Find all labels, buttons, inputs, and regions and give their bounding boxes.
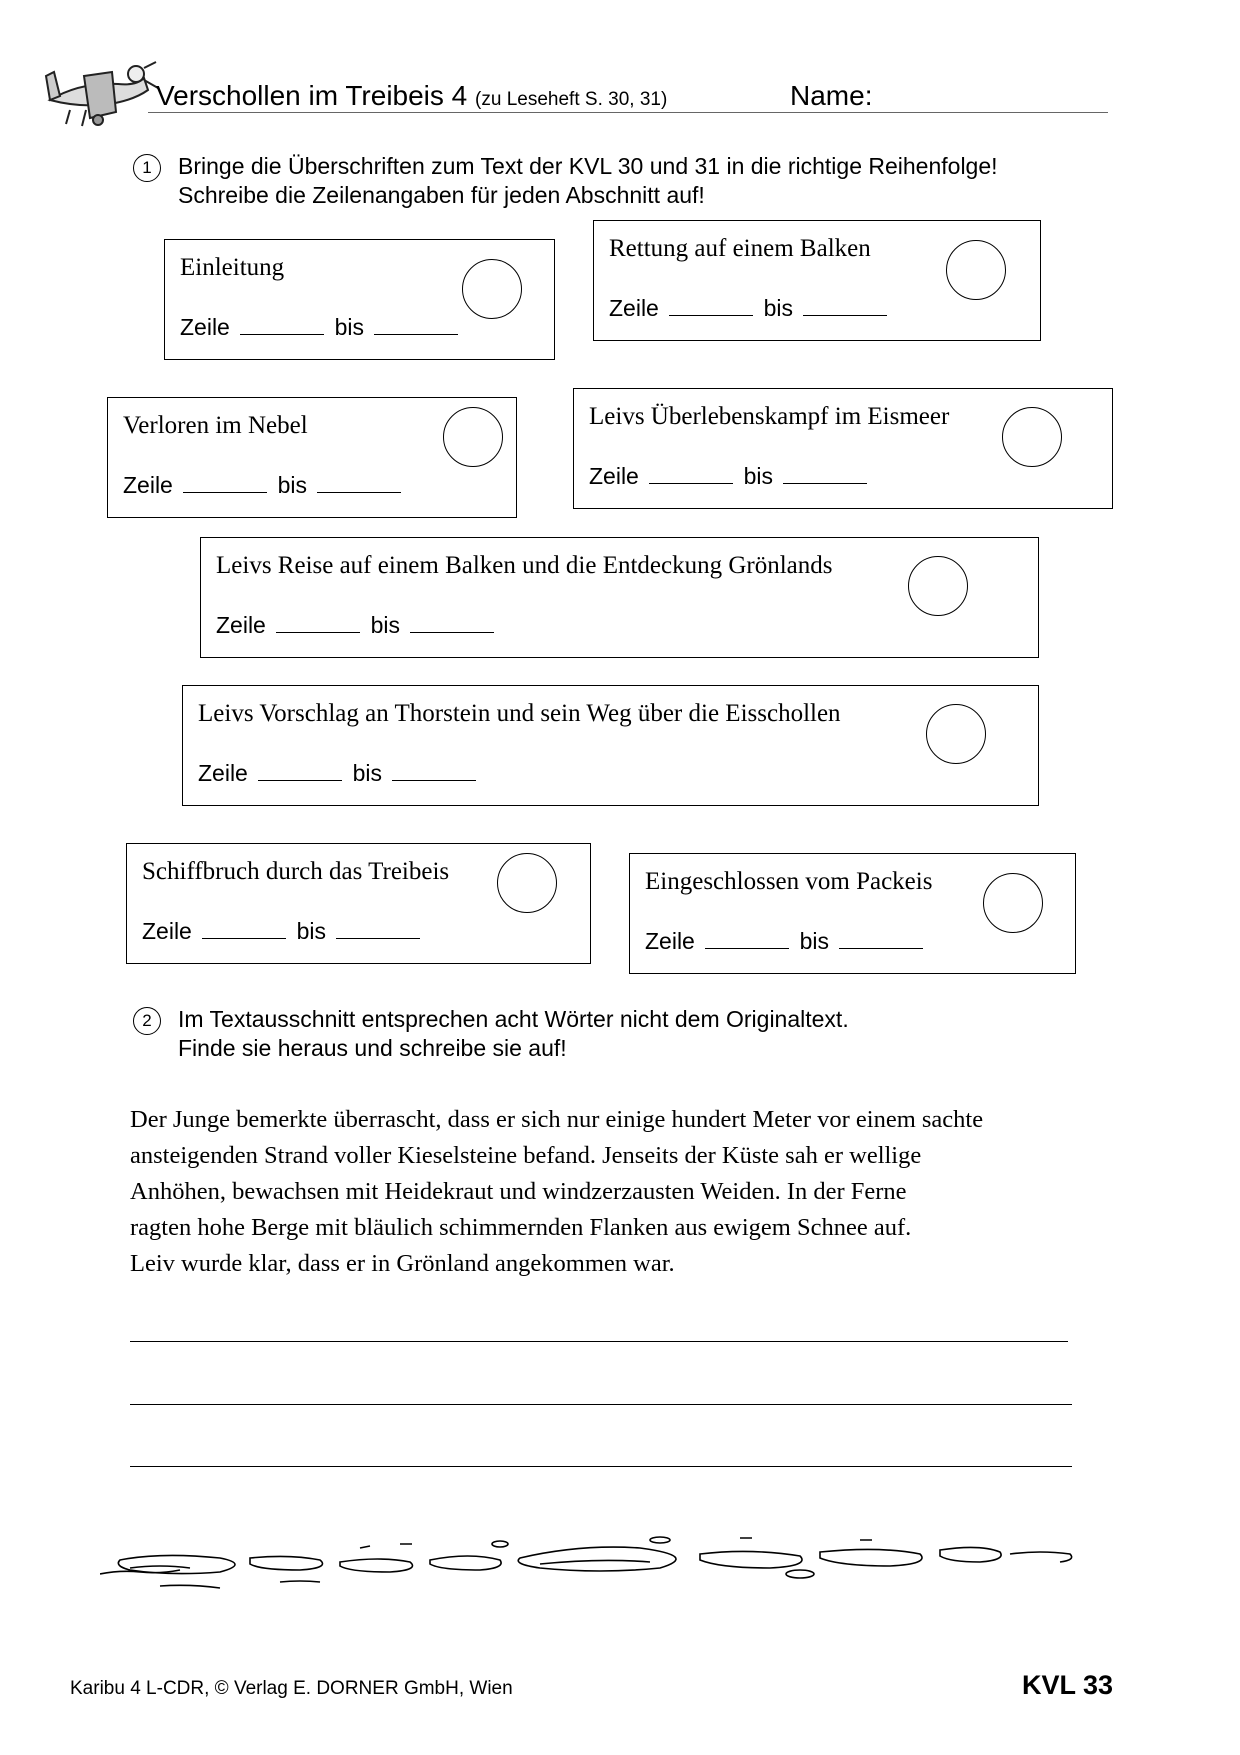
heading-box [573, 388, 1113, 509]
text-line: Der Junge bemerkte überrascht, dass er sich nur einige hundert Meter vor einem sachte [130, 1106, 984, 1133]
task-number-2: 2 [133, 1007, 161, 1035]
line-from-blank[interactable] [258, 762, 342, 781]
line-from-blank[interactable] [649, 465, 733, 484]
order-circle[interactable] [908, 556, 968, 616]
heading-title: Eingeschlossen vom Packeis [645, 868, 933, 895]
task1-line-1: Bringe die Überschriften zum Text der KVL 30 und 31 in die richtige Reihenfolge! [178, 153, 998, 179]
line-range: Zeile bis [123, 472, 405, 499]
heading-title: Verloren im Nebel [123, 412, 308, 439]
order-circle[interactable] [946, 240, 1006, 300]
task2-instructions [178, 1005, 849, 1063]
text-line: ragten hohe Berge mit bläulich schimmernden Flanken aus ewigem Schnee auf. [130, 1214, 912, 1241]
text-excerpt [130, 1102, 1130, 1282]
task1-instructions [178, 152, 998, 210]
order-circle[interactable] [1002, 407, 1062, 467]
order-circle[interactable] [926, 704, 986, 764]
heading-title: Leivs Reise auf einem Balken und die Entdeckung Grönlands [216, 552, 833, 579]
line-range: Zeile bis [589, 463, 871, 490]
line-range: Zeile bis [180, 314, 462, 341]
line-to-blank[interactable] [392, 762, 476, 781]
line-from-blank[interactable] [669, 297, 753, 316]
order-circle[interactable] [497, 853, 557, 913]
heading-box [593, 220, 1041, 341]
line-to-blank[interactable] [410, 614, 494, 633]
airplane-logo-icon [40, 48, 160, 128]
order-circle[interactable] [983, 873, 1043, 933]
line-to-blank[interactable] [803, 297, 887, 316]
task2-line-2: Finde sie heraus und schreibe sie auf! [178, 1035, 567, 1061]
order-circle[interactable] [462, 259, 522, 319]
text-line: ansteigenden Strand voller Kieselsteine befand. Jenseits der Küste sah er wellige [130, 1142, 922, 1169]
heading-title: Leivs Vorschlag an Thorstein und sein Weg über die Eisschollen [198, 700, 841, 727]
line-to-blank[interactable] [336, 920, 420, 939]
text-line: Anhöhen, bewachsen mit Heidekraut und windzerzausten Weiden. In der Ferne [130, 1178, 907, 1205]
line-to-blank[interactable] [374, 316, 458, 335]
heading-box [164, 239, 555, 360]
heading-box [200, 537, 1039, 658]
heading-box [182, 685, 1039, 806]
line-from-blank[interactable] [202, 920, 286, 939]
answer-line-2[interactable] [130, 1404, 1072, 1405]
answer-line-1[interactable] [130, 1341, 1068, 1342]
name-label: Name: [790, 80, 873, 111]
task1-line-2: Schreibe die Zeilenangaben für jeden Abschnitt auf! [178, 182, 705, 208]
line-range: Zeile bis [142, 918, 424, 945]
line-from-blank[interactable] [183, 474, 267, 493]
task2-line-1: Im Textausschnitt entsprechen acht Wörter nicht dem Originaltext. [178, 1006, 849, 1032]
heading-title: Schiffbruch durch das Treibeis [142, 858, 450, 885]
line-from-blank[interactable] [240, 316, 324, 335]
footer-copyright: Karibu 4 L-CDR, © Verlag E. DORNER GmbH, Wien [70, 1678, 513, 1699]
heading-title: Einleitung [180, 254, 285, 281]
line-range: Zeile bis [645, 928, 927, 955]
title-underline [148, 112, 1108, 113]
order-circle[interactable] [443, 407, 503, 467]
heading-title: Leivs Überlebenskampf im Eismeer [589, 403, 950, 430]
ice-floes-illustration [100, 1530, 1080, 1602]
line-range: Zeile bis [609, 295, 891, 322]
line-to-blank[interactable] [783, 465, 867, 484]
footer-page-code: KVL 33 [1022, 1670, 1114, 1700]
line-from-blank[interactable] [705, 930, 789, 949]
heading-title: Rettung auf einem Balken [609, 235, 871, 262]
text-line: Leiv wurde klar, dass er in Grönland angekommen war. [130, 1250, 675, 1277]
line-to-blank[interactable] [317, 474, 401, 493]
task-number-1: 1 [133, 154, 161, 182]
line-from-blank[interactable] [276, 614, 360, 633]
line-range: Zeile bis [198, 760, 480, 787]
page-title: Verschollen im Treibeis 4 (zu Leseheft S. 30, 31) [156, 80, 668, 111]
answer-line-3[interactable] [130, 1466, 1072, 1467]
heading-box [107, 397, 517, 518]
page-subtitle: (zu Leseheft S. 30, 31) [475, 89, 668, 110]
line-range: Zeile bis [216, 612, 498, 639]
heading-box [126, 843, 591, 964]
line-to-blank[interactable] [839, 930, 923, 949]
heading-box [629, 853, 1076, 974]
